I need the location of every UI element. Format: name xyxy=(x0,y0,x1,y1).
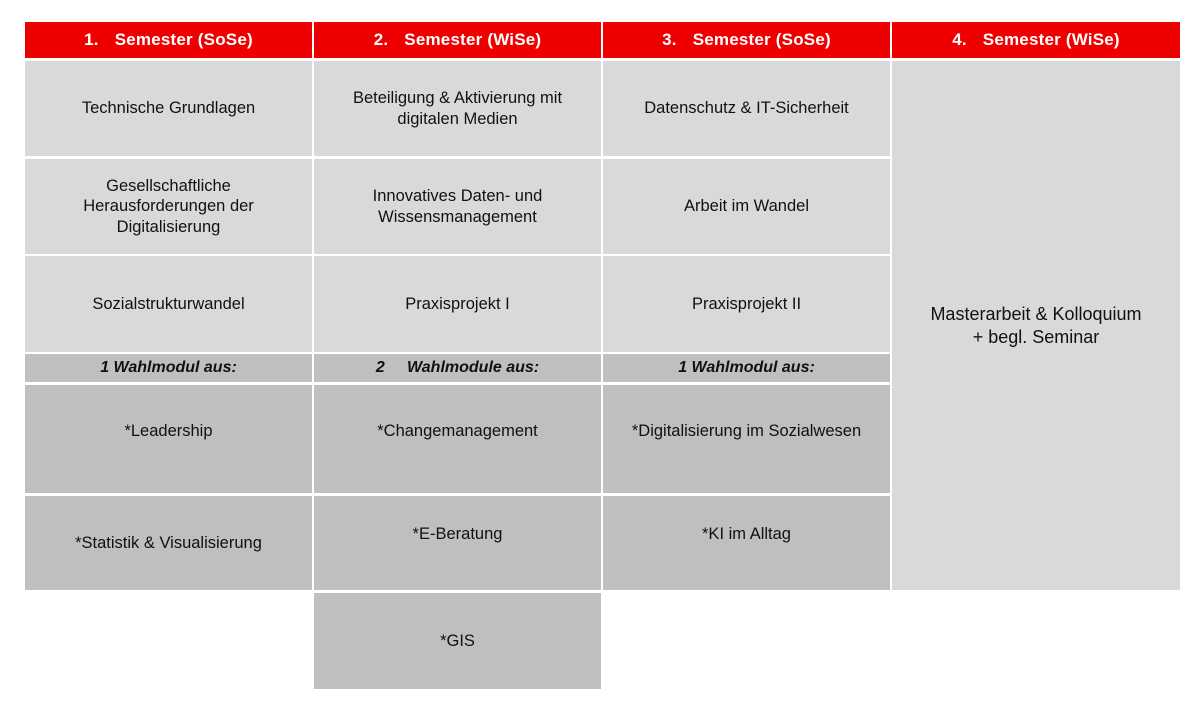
module-s3-1: Datenschutz & IT-Sicherheit xyxy=(603,61,890,156)
module-s3-2: Arbeit im Wandel xyxy=(603,159,890,254)
semester-4-title: Semester (WiSe) xyxy=(982,30,1120,50)
module-s2-3: Praxisprojekt I xyxy=(314,256,601,352)
semester-3-number: 3. xyxy=(662,30,677,50)
module-s2-1: Beteiligung & Aktivierung mit digitalen Medien xyxy=(314,61,601,156)
elective-label-s1: 1 Wahlmodul aus: xyxy=(25,354,312,382)
elective-s2-2: *E-Beratung xyxy=(314,496,601,590)
semester-2-title: Semester (WiSe) xyxy=(404,30,542,50)
semester-3-title: Semester (SoSe) xyxy=(692,30,831,50)
elective-s2-1: *Changemanagement xyxy=(314,385,601,493)
module-s1-2: Gesellschaftliche Herausforderungen der Digitalisierung xyxy=(25,159,312,254)
module-s3-3: Praxisprojekt II xyxy=(603,256,890,352)
semester-1-number: 1. xyxy=(84,30,99,50)
semester-2-header xyxy=(314,22,601,58)
semester-2-number: 2. xyxy=(373,30,389,50)
elective-s3-2: *KI im Alltag xyxy=(603,496,890,590)
elective-s1-2: *Statistik & Visualisierung xyxy=(25,496,312,590)
semester-1-header xyxy=(25,22,312,58)
module-s2-2: Innovatives Daten- und Wissensmanagement xyxy=(314,159,601,254)
thesis-block: Masterarbeit & Kolloquium + begl. Seminar xyxy=(892,61,1180,590)
elective-label-s2: 2 Wahlmodule aus: xyxy=(314,354,601,382)
elective-label-s3: 1 Wahlmodul aus: xyxy=(603,354,890,382)
elective-s3-1: *Digitalisierung im Sozialwesen xyxy=(603,385,890,493)
module-s1-1: Technische Grundlagen xyxy=(25,61,312,156)
elective-s2-3: *GIS xyxy=(314,593,601,689)
semester-4-header xyxy=(892,22,1180,58)
semester-4-number: 4. xyxy=(952,30,967,50)
semester-1-title: Semester (SoSe) xyxy=(114,30,253,50)
elective-s1-1: *Leadership xyxy=(25,385,312,493)
module-s1-3: Sozialstrukturwandel xyxy=(25,256,312,352)
semester-3-header xyxy=(603,22,890,58)
